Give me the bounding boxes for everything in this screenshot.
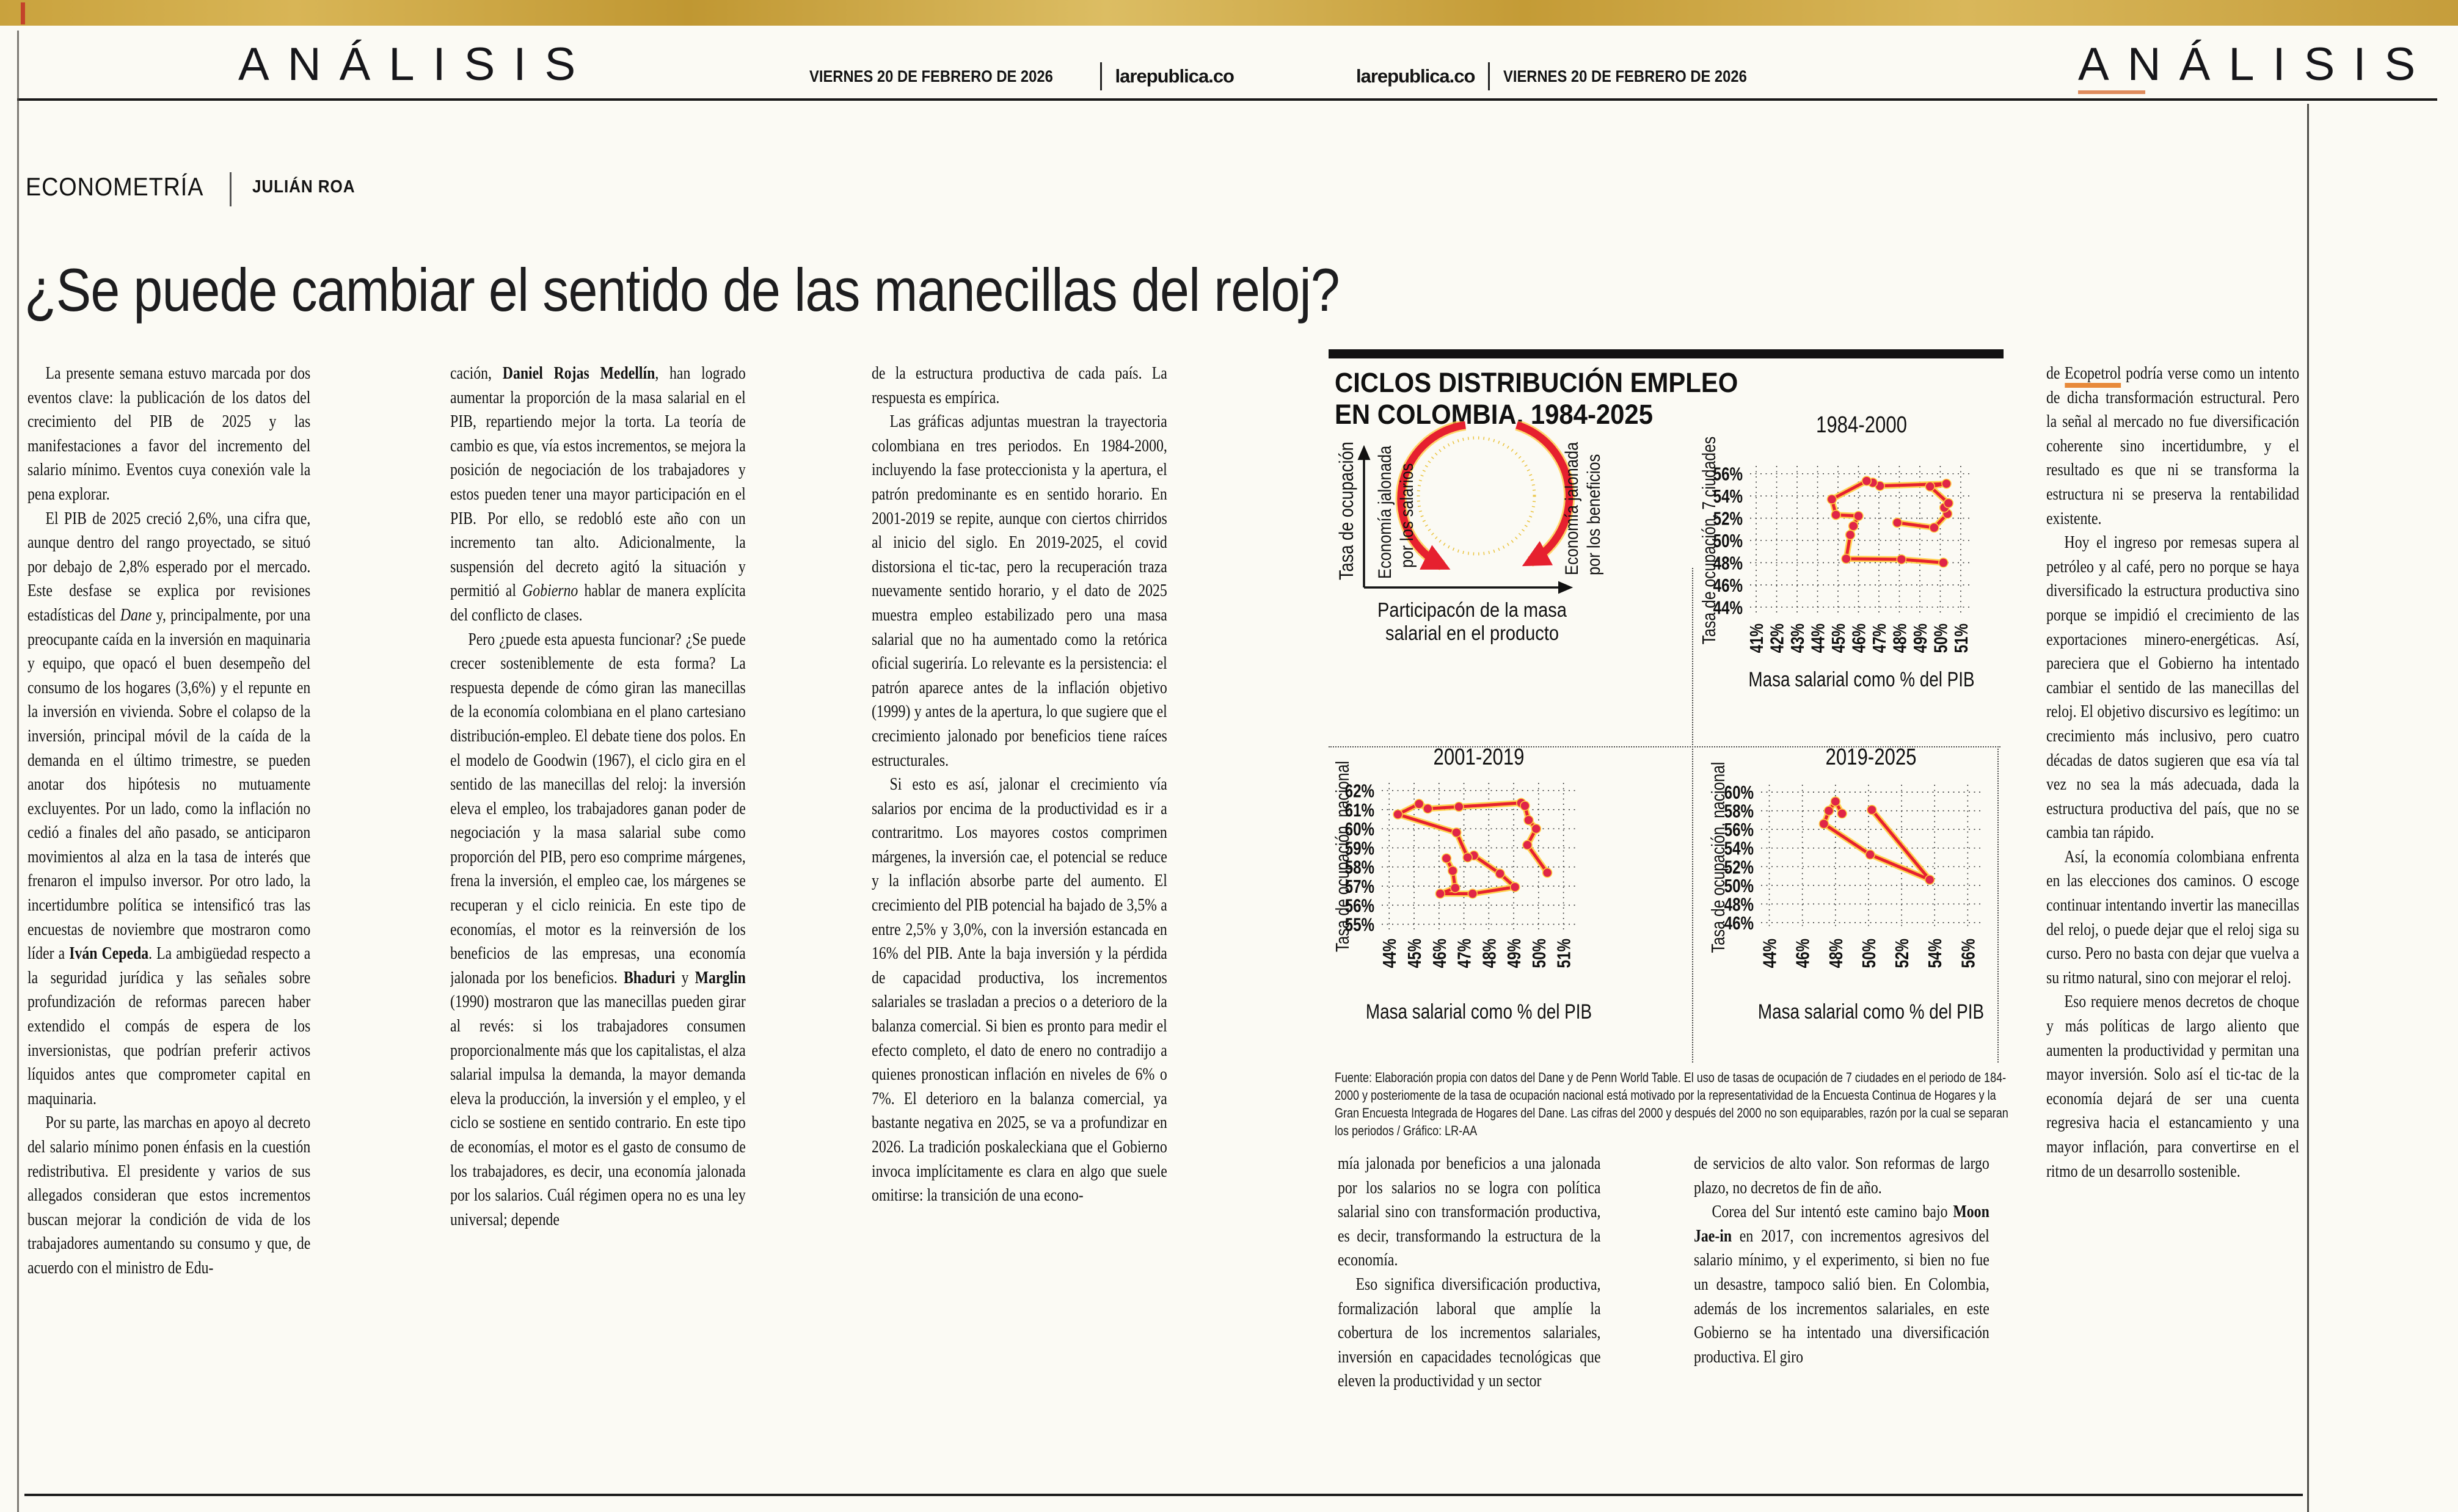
svg-text:44%: 44% <box>1713 597 1743 618</box>
svg-text:45%: 45% <box>1404 939 1425 969</box>
diagram-left-label-2: por los salarios <box>1396 463 1417 568</box>
paragraph: de la estructura productiva de cada país. La respuesta es empírica. <box>872 363 1167 407</box>
masthead-divider <box>1100 62 1102 90</box>
svg-text:60%: 60% <box>1724 782 1754 803</box>
diagram-right-label-2: por los beneficios <box>1583 454 1604 575</box>
svg-text:46%: 46% <box>1713 574 1743 596</box>
paragraph: Corea del Sur intentó este camino bajo Moon Jae-in en 2017, con incrementos agresivos del salario mínimo, y el experimento, si bien no fue un desastre, tampoco salió bien. En Colombia, además de los incrementos salariales, en este Gobierno se ha intentado una diversificación productiva. El giro <box>1694 1202 1989 1367</box>
svg-text:43%: 43% <box>1787 623 1808 653</box>
diagram-left-label-1: Economía jalonada <box>1374 445 1395 579</box>
kicker-label: ECONOMETRÍA <box>26 172 204 201</box>
kicker <box>26 172 367 206</box>
kicker-divider <box>230 172 232 206</box>
svg-text:Tasa de ocupación, nacional: Tasa de ocupación, nacional <box>1332 761 1353 952</box>
chart-2001-2019 <box>1332 740 1619 1030</box>
column-rule-right <box>2307 104 2309 1512</box>
paragraph: Pero ¿puede esta apuesta funcionar? ¿Se puede crecer sosteniblemente de esta forma? La respuesta depende de cómo giran las manecillas de la economía colombiana en el plano cartesiano distribución-empleo. El debate tiene dos polos. En el modelo de Goodwin (1967), el ciclo gira en el sentido de las manecillas del reloj: la inversión eleva el empleo, los trabajadores ganan poder de negociación y la masa salarial sube como proporción del PIB, pero eso comprime márgenes, frena la inversión, el empleo cae, los márgenes se recuperan y el ciclo reinicia. En este tipo de economías, el motor es la reinversión de los beneficios de las empresas, una economía jalonada por los beneficios. Bhaduri y Marglin (1990) mostraron que las manecillas pueden girar al revés: si los trabajadores consumen proporcionalmente más que los capitalistas, el alza salarial impulsa la demanda, la mayor demanda eleva la producción, la inversión y el empleo, y el ciclo se sostiene en sentido contrario. En este tipo de economías, el motor es el gasto de consumo de los trabajadores, es decir, una economía jalonada por los salarios. Cuál régimen opera no es una ley universal; depende <box>450 629 746 1229</box>
paragraph: de Ecopetrol podría verse como un intento de dicha transformación estructural. Pero la señal al mercado no fue diversificación coherente sino incertidumbre, y el resultado es que ni se transforma la estructura ni se preserva la rentabilidad existente. <box>2046 363 2300 528</box>
svg-text:50%: 50% <box>1724 874 1754 896</box>
masthead-date: VIERNES 20 DE FEBRERO DE 2026 <box>809 67 1054 85</box>
svg-text:51%: 51% <box>1950 623 1972 653</box>
svg-text:47%: 47% <box>1453 939 1475 969</box>
svg-text:46%: 46% <box>1848 623 1870 653</box>
svg-text:2001-2019: 2001-2019 <box>1433 744 1525 770</box>
paragraph: Si esto es así, jalonar el crecimiento vía salarios por encima de la productividad es ir a contraritmo. Los mayores costos comprimen márgenes, la inversión cae, el potencial se reduce y la inflación absorbe parte del aumento. El crecimiento del PIB potencial ha bajado de 3,5% a entre 2,5% y 3,0%, con la inversión estancada en 16% del PIB. Ante la baja inversión y la pérdida de capacidad productiva, los incrementos salariales se trasladan a precios o a deterioro de la balanza comercial. Si bien es pronto para medir el efecto completo, el dato de enero no contradijo a quienes pronostican inflación en niveles de 6% o 7%. El deterioro en la balanza comercial, ya bastante negativa en 2025, se va a profundizar en 2026. La tradición poskaleckiana que el Gobierno invoca implícitamente es clara en algo que suele omitirse: la transición de una econo- <box>872 774 1167 1205</box>
svg-text:50%: 50% <box>1528 939 1550 969</box>
page-edge-left <box>17 31 19 1512</box>
svg-text:56%: 56% <box>1713 463 1743 485</box>
graphic-source: Fuente: Elaboración propia con datos del Dane y de Penn World Table. El uso de tasas de ocupación de 7 ciudades en el periodo de 184-2000 y posteriomente de la tasa de ocupación nacional está motivado por la representatividad de la Encuesta Continua de Hogares y la Gran Encuesta Integrada de Hogares del Dane. Las cifras del 2000 y después del 2000 no son equiparables, razón por la cual se separan los periodos / Gráfico: LR-AA <box>1335 1070 2008 1138</box>
svg-text:48%: 48% <box>1724 893 1754 915</box>
svg-text:62%: 62% <box>1344 780 1374 802</box>
svg-text:42%: 42% <box>1766 623 1788 653</box>
svg-text:46%: 46% <box>1792 939 1814 969</box>
paragraph: La presente semana estuvo marcada por dos eventos clave: la publicación de los datos del crecimiento del PIB de 2025 y las manifestaciones a favor del incremento del salario mínimo. Eventos cuya conexión vale la pena explorar. <box>27 363 311 504</box>
paragraph: Eso requiere menos decretos de choque y más políticas de largo aliento que aumenten la productividad y permitan una mayor inversión. Solo así el tic-tac de la economía dejará de ser una cuenta regresiva hacia el estancamiento y una mayor inflación, para convertirse en el ritmo de un desarrollo sostenible. <box>2046 992 2300 1181</box>
svg-text:44%: 44% <box>1759 939 1781 969</box>
body-column-5 <box>1694 1152 1989 1485</box>
svg-text:1984-2000: 1984-2000 <box>1816 412 1907 438</box>
svg-text:48%: 48% <box>1478 939 1500 969</box>
svg-text:48%: 48% <box>1713 552 1743 574</box>
svg-text:57%: 57% <box>1344 876 1374 897</box>
graphic-divider-vertical-center <box>1692 568 1693 1063</box>
svg-text:61%: 61% <box>1344 799 1374 821</box>
scan-red-mark <box>21 2 25 24</box>
svg-text:44%: 44% <box>1807 623 1829 653</box>
graphic-title-line1: CICLOS DISTRIBUCIÓN EMPLEO <box>1335 367 1738 398</box>
headline: ¿Se puede cambiar el sentido de las manecillas del reloj? <box>24 256 1340 324</box>
svg-text:50%: 50% <box>1858 939 1880 969</box>
svg-text:47%: 47% <box>1869 623 1890 653</box>
chart-svg <box>1698 408 2007 695</box>
svg-text:48%: 48% <box>1825 939 1847 969</box>
svg-text:Masa salarial como % del PIB: Masa salarial como % del PIB <box>1748 667 1975 691</box>
graphic-title-line2: EN COLOMBIA, 1984-2025 <box>1335 399 1653 430</box>
masthead-divider <box>1488 62 1490 90</box>
svg-text:59%: 59% <box>1344 837 1374 859</box>
svg-text:Tasa de ocupación, nacional: Tasa de ocupación, nacional <box>1707 761 1729 953</box>
graphic-top-bar <box>1329 349 2004 358</box>
svg-text:41%: 41% <box>1746 623 1767 653</box>
svg-text:46%: 46% <box>1428 939 1450 969</box>
svg-text:54%: 54% <box>1924 939 1946 969</box>
body-column-1 <box>27 362 310 1488</box>
graphic-divider-horizontal <box>1329 746 2000 747</box>
chart-2019-2025 <box>1707 740 2004 1030</box>
svg-text:54%: 54% <box>1713 485 1743 507</box>
paragraph: El PIB de 2025 creció 2,6%, una cifra que, aunque dentro del rango proyectado, se situó por debajo de 2,8% esperado por el mercado. Este desfase se explica por revisiones estadísticas del Dane y, principalmente, por una preocupante caída en la inversión en maquinaria y equipo, que opacó el buen desempeño del consumo de los hogares (3,6%) y el repunte en la inversión en vivienda. Sobre el colapso de la inversión, principal móvil de la caída de la demanda en el último trimestre, se pueden anotar dos hipótesis no mutuamente excluyentes. Por un lado, como la inflación no cedió a finales del año pasado, se anticiparon movimientos al alza en la tasa de interés que frenaron el impulso inversor. Por otro lado, la incertidumbre política se intensificó tras las encuestas de noviembre que mostraron como líder a Iván Cepeda. La ambigüedad respecto a la seguridad jurídica y las señales sobre profundización de reformas parecen haber extendido el compás de espera de los inversionistas, que podrían preferir activos líquidos antes que comprometer capital en maquinaria. <box>27 508 311 1108</box>
diagram-right-label-1: Economía jalonada <box>1561 442 1582 575</box>
svg-text:Masa salarial como % del PIB: Masa salarial como % del PIB <box>1757 1000 1985 1023</box>
svg-text:44%: 44% <box>1379 939 1400 969</box>
paragraph: Eso significa diversificación productiva, formalización laboral que amplíe la cobertura de los incrementos salariales, inversión en capacidades tecnológicas que eleven la productividad y un sector <box>1338 1274 1601 1391</box>
article-bottom-rule <box>24 1494 2303 1496</box>
cycle-circle <box>1418 438 1534 554</box>
cycle-diagram <box>1335 421 1692 721</box>
diagram-x-label-1: Participacón de la masa <box>1377 598 1567 622</box>
paragraph: mía jalonada por beneficios a una jalonada por los salarios no se logra con política salarial sino con transformación productiva, es decir, transformando la estructura de la economía. <box>1338 1154 1601 1270</box>
svg-text:58%: 58% <box>1344 856 1374 878</box>
masthead-date: VIERNES 20 DE FEBRERO DE 2026 <box>1503 67 1748 85</box>
section-title-right: ANÁLISIS <box>2078 38 2434 90</box>
chart-svg <box>1707 740 2004 1027</box>
chart-1984-2000 <box>1698 408 2007 698</box>
diagram-x-label-2: salarial en el producto <box>1385 622 1559 645</box>
section-title-left: ANÁLISIS <box>238 38 594 90</box>
paragraph: Las gráficas adjuntas muestran la trayectoria colombiana en tres periodos. En 1984-2000, incluyendo la fase proteccionista y la apertura, el patrón predominante es en sentido horario. En 2001-2019 se repite, aunque con ciertos chirridos al inicio del siglo. En 2019-2025, el covid distorsiona el tic-tac, pero la recuperación traza nuevamente sentido horario, y el dato de 2025 muestra empleo estabilizado pero una masa salarial que no ha aumentado como la retórica oficial sugeriría. Lo relevante es la persistencia: el patrón aparece antes de la inflación objetivo (1999) y antes de la apertura, lo que sugiere que el crecimiento jalonado por beneficios tiene raíces estructurales. <box>872 412 1167 770</box>
paragraph: Hoy el ingreso por remesas supera al petróleo y al café, pero no porque se haya diversificado la estructura productiva sino porque se impidió el crecimiento de las exportaciones minero-energéticas. Así, pareciera que el Gobierno ha intentado cambiar el sentido de las manecillas del reloj. El objetivo discursivo es legítimo: un crecimiento más inclusivo, pero cuatro décadas de datos sugieren que esa vía tal vez no sea la más adecuada, dada la estructura productiva del país, que no se cambia tan rápido. <box>2046 532 2300 843</box>
chart-svg <box>1332 740 1619 1027</box>
svg-text:Tasa de ocupación, 7 ciudades: Tasa de ocupación, 7 ciudades <box>1698 436 1720 645</box>
svg-text:54%: 54% <box>1724 837 1754 859</box>
svg-text:52%: 52% <box>1891 939 1913 969</box>
paragraph: cación, Daniel Rojas Medellín, han logrado aumentar la proporción de la masa salarial en el PIB, repartiendo mejor la torta. La teoría de cambio es que, vía estos incrementos, se mejora la posición de negociación de los trabajadores y estos pueden tener una mayor participación en el PIB. Por ello, se redobló este año con un incremento tan alto. Adicionalmente, la suspensión del decreto agitó la situación y permitió al Gobierno hablar de manera explícita del conflicto de clases. <box>450 363 746 625</box>
svg-text:51%: 51% <box>1553 939 1575 969</box>
svg-text:55%: 55% <box>1344 914 1374 936</box>
masthead-meta-right <box>1356 61 1781 92</box>
svg-text:2019-2025: 2019-2025 <box>1825 744 1917 770</box>
svg-text:49%: 49% <box>1503 939 1525 969</box>
svg-text:52%: 52% <box>1724 856 1754 878</box>
svg-text:56%: 56% <box>1344 895 1374 917</box>
masthead-site-link[interactable]: larepublica.co <box>1115 65 1234 87</box>
svg-text:50%: 50% <box>1713 530 1743 551</box>
body-column-3 <box>872 362 1167 1488</box>
byline-author: JULIÁN ROA <box>252 177 356 197</box>
svg-text:60%: 60% <box>1344 818 1374 840</box>
masthead-meta-left <box>782 61 1234 92</box>
body-column-2 <box>450 362 746 1488</box>
svg-text:56%: 56% <box>1957 939 1979 969</box>
paragraph: Así, la economía colombiana enfrenta en las elecciones dos caminos. O escoge continuar intentando invertir las manecillas del reloj, o puede dejar que el reloj siga su curso. Pero no basta con dejar que vuelva a su ritmo natural, sino con mejorar el reloj. <box>2046 846 2300 987</box>
svg-text:48%: 48% <box>1889 623 1911 653</box>
svg-text:52%: 52% <box>1713 507 1743 529</box>
body-column-4 <box>1338 1152 1601 1485</box>
svg-text:50%: 50% <box>1930 623 1952 653</box>
svg-text:45%: 45% <box>1828 623 1849 653</box>
gold-band <box>0 0 2458 26</box>
svg-text:49%: 49% <box>1909 623 1931 653</box>
svg-text:Masa salarial como % del PIB: Masa salarial como % del PIB <box>1365 1000 1592 1023</box>
scan-orange-mark <box>2078 90 2145 94</box>
paragraph: de servicios de alto valor. Son reformas de largo plazo, no decretos de fin de año. <box>1694 1154 1989 1198</box>
graphic-divider-vertical-right <box>1997 749 1999 1063</box>
svg-text:56%: 56% <box>1724 819 1754 840</box>
svg-text:58%: 58% <box>1724 800 1754 822</box>
paragraph: Por su parte, las marchas en apoyo al decreto del salario mínimo ponen énfasis en la cuestión redistributiva. El presidente y varios de sus allegados consideran que estos incrementos buscan mejorar la condición de vida de los trabajadores aumentando su consumo y que, de acuerdo con el ministro de Edu- <box>27 1113 311 1278</box>
svg-text:46%: 46% <box>1724 912 1754 934</box>
masthead-rule <box>17 98 2437 101</box>
highlighted-word: Ecopetrol <box>2065 363 2121 388</box>
diagram-y-label: Tasa de ocupación <box>1335 442 1358 580</box>
body-column-6 <box>2046 362 2299 1488</box>
masthead-site-link[interactable]: larepublica.co <box>1356 65 1475 87</box>
